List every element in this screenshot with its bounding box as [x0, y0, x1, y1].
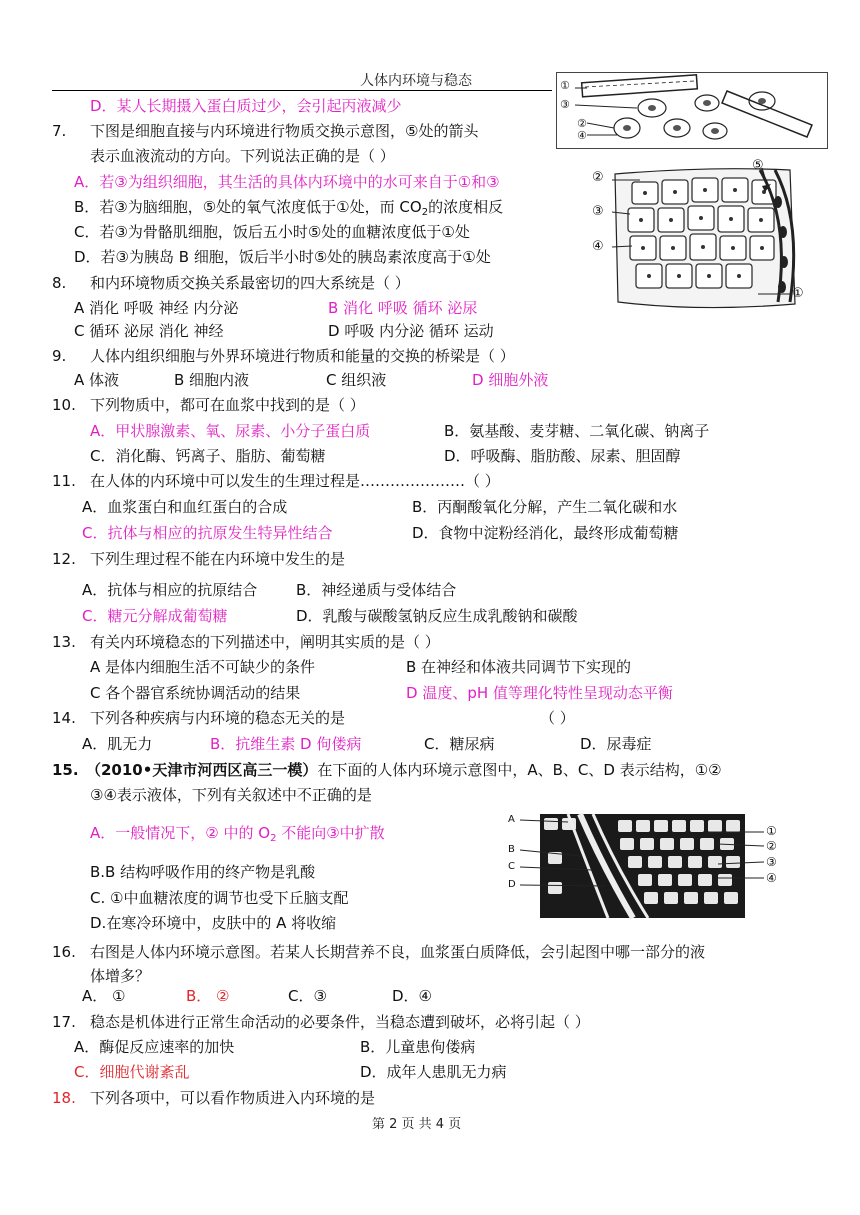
- q15-stem-line1: （2010•天津市河西区高三一模）在下面的人体内环境示意图中，A、B、C、D 表示结构，①②: [86, 761, 722, 779]
- q8-number: 8.: [52, 274, 67, 292]
- q12-option-b: B．神经递质与受体结合: [296, 581, 457, 599]
- q15-source: （2010•天津市河西区高三一模）: [86, 761, 318, 779]
- q14-option-b: B．抗维生素 D 佝偻病: [210, 735, 362, 753]
- q10-stem: 下列物质中，都可在血浆中找到的是（ ）: [90, 396, 365, 414]
- q9-option-c: C 组织液: [326, 371, 387, 389]
- q9-number: 9.: [52, 347, 67, 365]
- q8-option-d: D 呼吸 内分泌 循环 运动: [328, 322, 494, 340]
- q13-option-a: A 是体内细胞生活不可缺少的条件: [90, 658, 316, 676]
- q7-option-b: B．若③为脑细胞，⑤处的氧气浓度低于①处，而 $CO_2$的浓度相反: [74, 198, 504, 218]
- page-footer: 第 2 页 共 4 页: [372, 1117, 462, 1132]
- q17-option-a: A．酶促反应速率的加快: [74, 1038, 235, 1056]
- q7-stem-line1: 下图是细胞直接与内环境进行物质交换示意图，⑤处的箭头: [90, 122, 479, 140]
- q18-stem: 下列各项中，可以看作物质进入内环境的是: [90, 1089, 376, 1107]
- figure-tissue-exchange: [590, 158, 820, 314]
- fig-mid-label-2: ②: [592, 170, 604, 185]
- q14-option-a: A．肌无力: [82, 735, 153, 753]
- q14-option-d: D．尿毒症: [580, 735, 652, 753]
- q10-option-a: A．甲状腺激素、氧、尿素、小分子蛋白质: [90, 422, 371, 440]
- q13-option-c: C 各个器官系统协调活动的结果: [90, 684, 301, 702]
- q8-stem: 和内环境物质交换关系最密切的四大系统是（ ）: [90, 274, 410, 292]
- q11-option-a: A．血浆蛋白和血红蛋白的合成: [82, 498, 288, 516]
- q17-stem: 稳态是机体进行正常生命活动的必要条件，当稳态遭到破坏，必将引起（ ）: [90, 1013, 590, 1031]
- q15-option-b: B.B 结构呼吸作用的终产物是乳酸: [90, 863, 316, 881]
- q16-number: 16.: [52, 943, 76, 961]
- q15-option-a: A．一般情况下，② 中的 $O_2$ 不能向③中扩散: [90, 824, 385, 844]
- q17-option-c: C．细胞代谢紊乱: [74, 1063, 190, 1081]
- fig-bot-label-b: B: [508, 844, 515, 855]
- q13-stem: 有关内环境稳态的下列描述中，阐明其实质的是（ ）: [90, 633, 440, 651]
- q18-number: 18.: [52, 1089, 76, 1107]
- fig-bot-label-4: ④: [766, 871, 777, 885]
- header-rule: [52, 90, 552, 91]
- fig-mid-label-3: ③: [592, 204, 604, 219]
- figure-capillary-tissue: [556, 72, 828, 149]
- q17-number: 17.: [52, 1013, 76, 1031]
- q11-number: 11.: [52, 472, 76, 490]
- q7-stem-line2: 表示血液流动的方向。下列说法正确的是（ ）: [90, 147, 395, 165]
- q12-option-c: C．糖元分解成葡萄糖: [82, 607, 228, 625]
- q9-option-a: A 体液: [74, 371, 120, 389]
- q7-option-c: C．若③为骨骼肌细胞，饭后五小时⑤处的血糖浓度低于①处: [74, 223, 470, 241]
- q11-stem: 在人体的内环境中可以发生的生理过程是…………………（ ）: [90, 472, 500, 490]
- q6-option-d: D．某人长期摄入蛋白质过少，会引起丙液减少: [90, 97, 402, 115]
- q15-number: 15.: [52, 761, 79, 779]
- q14-answer-paren: （ ）: [540, 709, 575, 727]
- fig-top-label-3: ③: [560, 98, 570, 111]
- q12-option-d: D．乳酸与碳酸氢钠反应生成乳酸钠和碳酸: [296, 607, 578, 625]
- q10-option-b: B．氨基酸、麦芽糖、二氧化碳、钠离子: [444, 422, 710, 440]
- q11-option-d: D．食物中淀粉经消化，最终形成葡萄糖: [412, 524, 679, 542]
- fig-bot-label-2: ②: [766, 839, 777, 853]
- q16-option-c: C．③: [288, 987, 327, 1005]
- fig-bot-label-d: D: [508, 879, 516, 890]
- q8-option-b: B 消化 呼吸 循环 泌尿: [328, 299, 478, 317]
- q16-option-d: D．④: [392, 987, 432, 1005]
- q15-option-c: C. ①中血糖浓度的调节也受下丘脑支配: [90, 889, 349, 907]
- q8-option-c: C 循环 泌尿 消化 神经: [74, 322, 224, 340]
- q9-option-b: B 细胞内液: [174, 371, 250, 389]
- q13-number: 13.: [52, 633, 76, 651]
- q9-stem: 人体内组织细胞与外界环境进行物质和能量的交换的桥梁是（ ）: [90, 347, 515, 365]
- q17-option-d: D．成年人患肌无力病: [360, 1063, 507, 1081]
- fig-bot-label-a: A: [508, 814, 515, 825]
- fig-bot-label-1: ①: [766, 824, 777, 838]
- q15-option-d: D.在寒冷环境中，皮肤中的 A 将收缩: [90, 914, 337, 932]
- fig-mid-label-1: ①: [792, 286, 804, 301]
- q16-option-b: B． ②: [186, 987, 230, 1005]
- q12-option-a: A．抗体与相应的抗原结合: [82, 581, 258, 599]
- q11-option-c: C．抗体与相应的抗原发生特异性结合: [82, 524, 333, 542]
- q7-option-d: D．若③为胰岛 B 细胞，饭后半小时⑤处的胰岛素浓度高于①处: [74, 248, 491, 266]
- q12-stem: 下列生理过程不能在内环境中发生的是: [90, 550, 346, 568]
- q10-option-c: C．消化酶、钙离子、脂肪、葡萄糖: [90, 447, 326, 465]
- q14-stem: 下列各种疾病与内环境的稳态无关的是: [90, 709, 346, 727]
- q17-option-b: B．儿童患佝偻病: [360, 1038, 476, 1056]
- q16-option-a: A． ①: [82, 987, 126, 1005]
- q9-option-d: D 细胞外液: [472, 371, 549, 389]
- fig-bot-label-3: ③: [766, 855, 777, 869]
- q10-number: 10.: [52, 396, 76, 414]
- figure-skin-tissue: [508, 812, 786, 920]
- q10-option-d: D．呼吸酶、脂肪酸、尿素、胆固醇: [444, 447, 681, 465]
- q7-option-a: A．若③为组织细胞，其生活的具体内环境中的水可来自于①和③: [74, 173, 500, 191]
- q15-stem-line2: ③④表示液体，下列有关叙述中不正确的是: [90, 786, 372, 804]
- q16-stem-line2: 体增多？: [90, 967, 151, 985]
- q11-option-b: B．丙酮酸氧化分解，产生二氧化碳和水: [412, 498, 678, 516]
- q12-number: 12.: [52, 550, 76, 568]
- q14-option-c: C．糖尿病: [424, 735, 495, 753]
- q7-number: 7.: [52, 122, 67, 140]
- q14-number: 14.: [52, 709, 76, 727]
- fig-bot-label-c: C: [508, 861, 515, 872]
- q13-option-b: B 在神经和体液共同调节下实现的: [406, 658, 632, 676]
- q8-option-a: A 消化 呼吸 神经 内分泌: [74, 299, 239, 317]
- page-header-title: 人体内环境与稳态: [360, 73, 472, 89]
- fig-top-label-2: ②: [577, 117, 587, 130]
- fig-top-label-1: ①: [560, 79, 570, 92]
- fig-mid-label-5: ⑤: [752, 158, 764, 173]
- fig-top-label-4: ④: [577, 129, 587, 142]
- fig-mid-label-4: ④: [592, 239, 604, 254]
- q16-stem-line1: 右图是人体内环境示意图。若某人长期营养不良，血浆蛋白质降低，会引起图中哪一部分的液: [90, 943, 706, 961]
- q13-option-d: D 温度、pH 值等理化特性呈现动态平衡: [406, 684, 673, 702]
